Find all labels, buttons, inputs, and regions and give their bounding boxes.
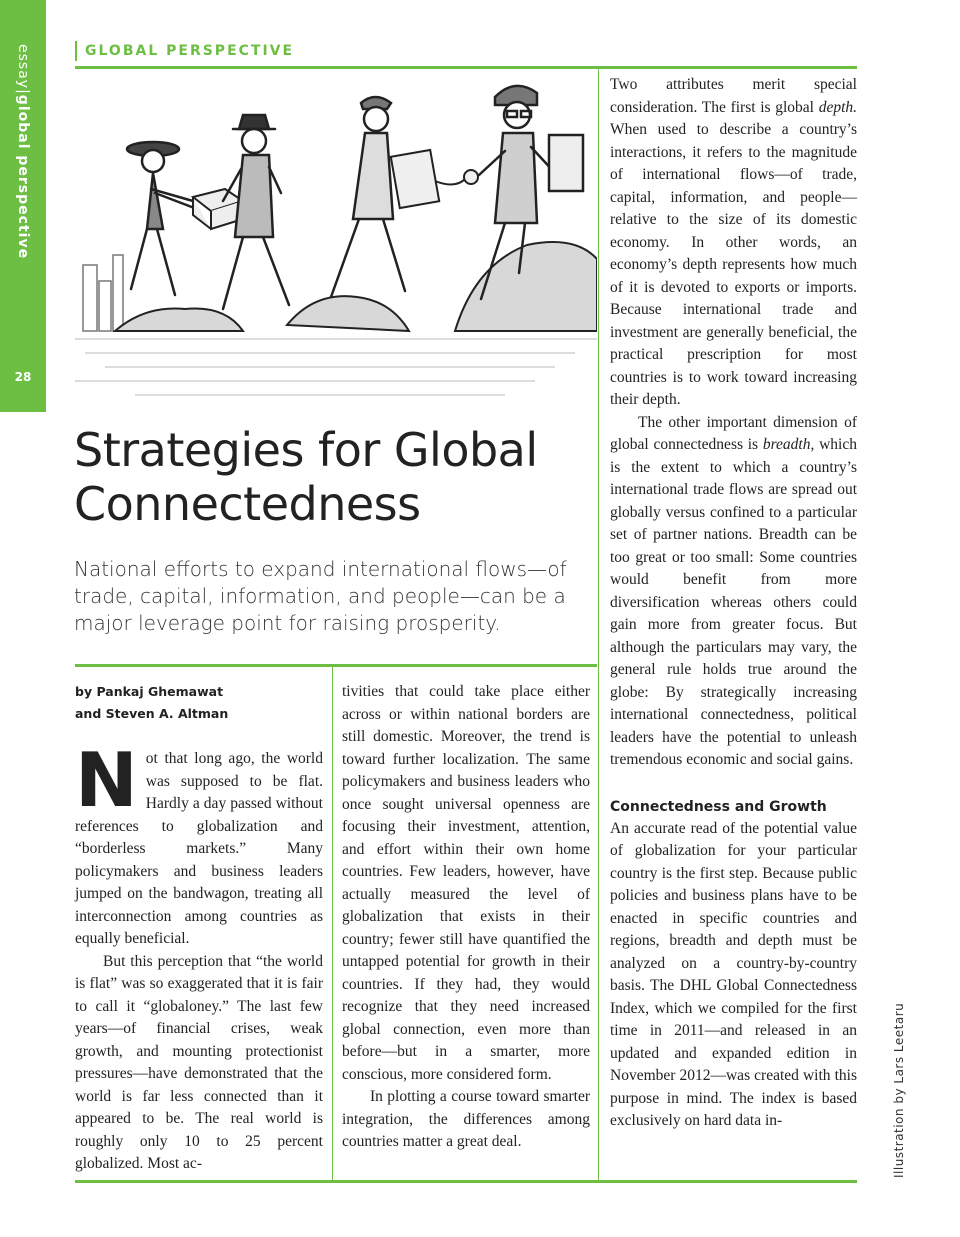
paragraph-text: ot that long ago, the world was supposed to be flat. Hardly a day passed without references to globalization and “borderless markets.” Many policymakers and business leaders jumped on the bandwagon, treating all interconnection among countries as equally beneficial. [75, 750, 323, 947]
paragraph-text: The other important dimension of global connectedness is [610, 413, 857, 453]
article-headline: Strategies for Global Connectedness [74, 423, 538, 531]
page-number: 28 [14, 370, 32, 384]
byline-author-1: by Pankaj Ghemawat [75, 684, 224, 699]
subheading: Connectedness and Growth [610, 798, 827, 815]
paragraph [610, 412, 857, 772]
paragraph-text: which is the extent to which a country’s international trade flows are spread out globally versus confined to a particular set of partner nations. Breadth can be too great or too small: Some countries would benefit from more diversification whereas others could gain more from greater focus. But although the particulars may vary, the general rule holds true around the globe: By strategically increasing international connectedness, political leaders have the potential to unleash tremendous economic and social gains. [610, 436, 857, 768]
paragraph-text: When used to describe a country’s interactions, it refers to the magnitude of international flows—of trade, capital, information, and people—relative to the size of its domestic economy. In other words, an economy’s depth represents how much of it is devoted to exports or imports. Because international trade and investment are generally beneficial, the practical prescription for most countries is to work toward increasing their depth. [610, 121, 857, 408]
section-side-tab [0, 0, 46, 412]
side-tab-prefix: essay [15, 44, 31, 90]
bottom-rule [75, 1180, 857, 1183]
illustration-credit: Illustration by Lars Leetaru [892, 1002, 906, 1178]
article-deck: National efforts to expand international flows—of trade, capital, information, and people—can be a major leverage point for raising prosperity. [74, 557, 567, 635]
paragraph: tivities that could take place either across or within national borders are still domestic. Moreover, the trend is toward further localization. The same policymakers and business leaders who once sought universal openness are focusing their investment, attention, and effort within their own home countries. Few leaders, however, have actually measured the level of globalization that exists in their country; fewer still have quantified the untapped potential for growth in their countries. If they had, they would recognize that they need increased global connection, even more than before—but in a smarter, more conscious, more considered form. [342, 683, 590, 1083]
section-label: GLOBAL PERSPECTIVE [75, 41, 294, 61]
side-tab-section: global perspective [15, 94, 31, 260]
text-column-2 [342, 681, 590, 1154]
paragraph-text: Two attributes merit special consideration. The first is global [610, 76, 857, 116]
side-tab-label: essay|global perspective [15, 44, 31, 260]
text-column-3 [610, 74, 857, 1133]
paragraph: But this perception that “the world is flat” was so exaggerated that it is fair to call it “globaloney.” The last few years—of financial crises, weak growth, and mounting protectionist pressures—have demonstrated that the world is far less connected than it appeared to be. The real world is roughly only 10 to 25 percent globalized. Most ac- [75, 952, 323, 1172]
editorial-illustration [75, 69, 597, 411]
paragraph [75, 736, 323, 951]
column-rule-2 [598, 69, 599, 1180]
paragraph [610, 74, 857, 412]
deck-rule [75, 664, 597, 667]
emphasis-depth: depth. [818, 98, 857, 116]
drop-cap: N [75, 736, 138, 824]
column-rule-1 [332, 666, 333, 1180]
emphasis-breadth: breadth, [762, 436, 815, 453]
byline-author-2: and Steven A. Altman [75, 706, 229, 721]
paragraph: An accurate read of the potential value of globalization for your particular country is the first step. Because public policies and business plans have to be enacted in specific countries and regions, breadth and depth must be analyzed on a country-by-country basis. The DHL Global Connectedness Index, which we compiled for the first time in 2011—and released in an updated and expanded edition in November 2012—was created with this purpose in mind. The index is based exclusively on hard data in- [610, 819, 857, 1129]
text-column-1 [75, 736, 323, 1176]
byline [75, 681, 325, 725]
paragraph: In plotting a course toward smarter integration, the differences among countries matter a great deal. [342, 1088, 590, 1150]
